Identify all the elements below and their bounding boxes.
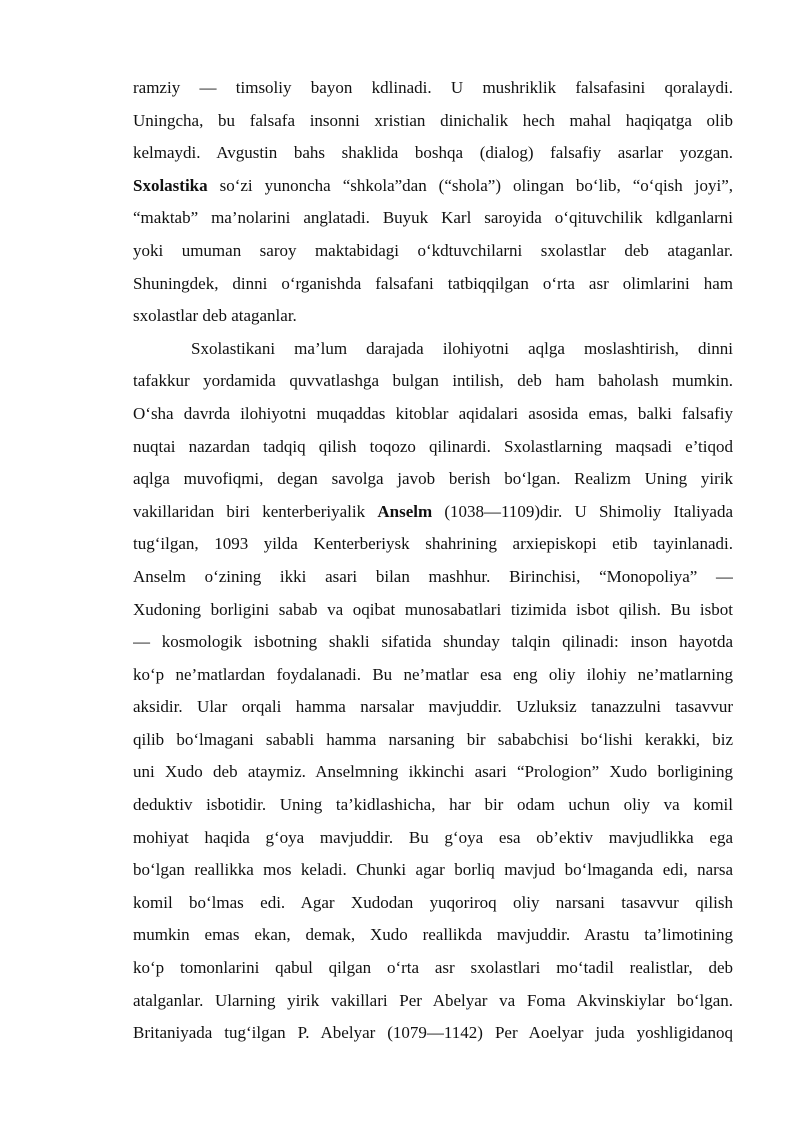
text-line: tug‘ilgan, 1093 yilda Kenterberiysk shahrining arxiepiskopi etib tayinlanadi. bbox=[133, 534, 733, 554]
text-line: — kosmologik isbotning shakli sifatida shunday talqin qilinadi: inson hayotda bbox=[133, 632, 733, 652]
text-line: aqlga muvofiqmi, degan savolga javob berish bo‘lgan. Realizm Uning yirik bbox=[133, 469, 733, 489]
text-line: ramziy — timsoliy bayon kdlinadi. U mushriklik falsafasini qoralaydi. bbox=[133, 78, 733, 97]
text-line: mohiyat haqida g‘oya mavjuddir. Bu g‘oya esa ob’ektiv mavjudlikka ega bbox=[133, 827, 733, 847]
text-line: O‘sha davrda ilohiyotni muqaddas kitoblar aqidalari asosida emas, balki falsafiy bbox=[133, 403, 733, 423]
text-line: aksidir. Ular orqali hamma narsalar mavjuddir. Uzluksiz tanazzulni tasavvur bbox=[133, 697, 733, 717]
text-line: ko‘p ne’matlardan foydalanadi. Bu ne’matlar esa eng oliy ilohiy ne’matlarning bbox=[133, 664, 733, 684]
text-line: tafakkur yordamida quvvatlashga bulgan intilish, deb ham baholash mumkin. bbox=[133, 371, 733, 391]
text-line: bo‘lgan reallikka mos keladi. Chunki agar borliq mavjud bo‘lmaganda edi, narsa bbox=[133, 860, 733, 880]
text-line: “maktab” ma’nolarini anglatadi. Buyuk Karl saroyida o‘qituvchilik kdlganlarni bbox=[133, 208, 733, 228]
text-line: Anselm o‘zining ikki asari bilan mashhur. Birinchisi, “Monopoliya” — bbox=[133, 566, 733, 586]
text-line: Xudoning borligini sabab va oqibat munosabatlari tizimida isbot qilish. Bu isbot bbox=[133, 599, 733, 619]
text-line: kelmaydi. Avgustin bahs shaklida boshqa (dialog) falsafiy asarlar yozgan. bbox=[133, 143, 733, 163]
text-line: qilib bo‘lmagani sababli hamma narsaning bir sababchisi bo‘lishi kerakki, biz bbox=[133, 729, 733, 749]
text-line: uni Xudo deb ataymiz. Anselmning ikkinchi asari “Prologion” Xudo borligining bbox=[133, 762, 733, 782]
text-line: ko‘p tomonlarini qabul qilgan o‘rta asr sxolastlari mo‘tadil realistlar, deb bbox=[133, 958, 733, 978]
name-anselm: Anselm bbox=[377, 501, 433, 521]
body-text bbox=[133, 72, 733, 1050]
text-line: nuqtai nazardan tadqiq qilish toqozo qilinardi. Sxolastlarning maqsadi e’tiqod bbox=[133, 436, 733, 456]
text-line: atalganlar. Ularning yirik vakillari Per Abelyar va Foma Akvinskiylar bo‘lgan. bbox=[133, 990, 733, 1010]
text-line: Sxolastika so‘zi yunoncha “shkola”dan (“shola”) olingan bo‘lib, “o‘qish joyi”, bbox=[133, 175, 733, 195]
text-line: Uningcha, bu falsafa insonni xristian dinichalik hech mahal haqiqatga olib bbox=[133, 110, 733, 130]
text-line: yoki umuman saroy maktabidagi o‘kdtuvchilarni sxolastlar deb ataganlar. bbox=[133, 240, 733, 260]
term-sxolastika: Sxolastika bbox=[133, 175, 208, 195]
text-line: Shuningdek, dinni o‘rganishda falsafani tatbiqqilgan o‘rta asr olimlarini ham bbox=[133, 273, 733, 293]
text-line: Britaniyada tug‘ilgan P. Abelyar (1079—1142) Per Aoelyar juda yoshligidanoq bbox=[133, 1023, 733, 1043]
text-line: komil bo‘lmas edi. Agar Xudodan yuqoriroq oliy narsani tasavvur qilish bbox=[133, 892, 733, 912]
text-line: sxolastlar deb ataganlar. bbox=[133, 306, 297, 326]
paragraph-start-line: Sxolastikani ma’lum darajada ilohiyotni aqlga moslashtirish, dinni bbox=[191, 338, 733, 358]
text-line: deduktiv isbotidir. Uning ta’kidlashicha, har bir odam uchun oliy va komil bbox=[133, 795, 733, 815]
text-line: vakillaridan biri kenterberiyalik Anselm (1038—1109)dir. U Shimoliy Italiyada bbox=[133, 501, 733, 521]
text-line: mumkin emas ekan, demak, Xudo reallikda mavjuddir. Arastu ta’limotining bbox=[133, 925, 733, 945]
